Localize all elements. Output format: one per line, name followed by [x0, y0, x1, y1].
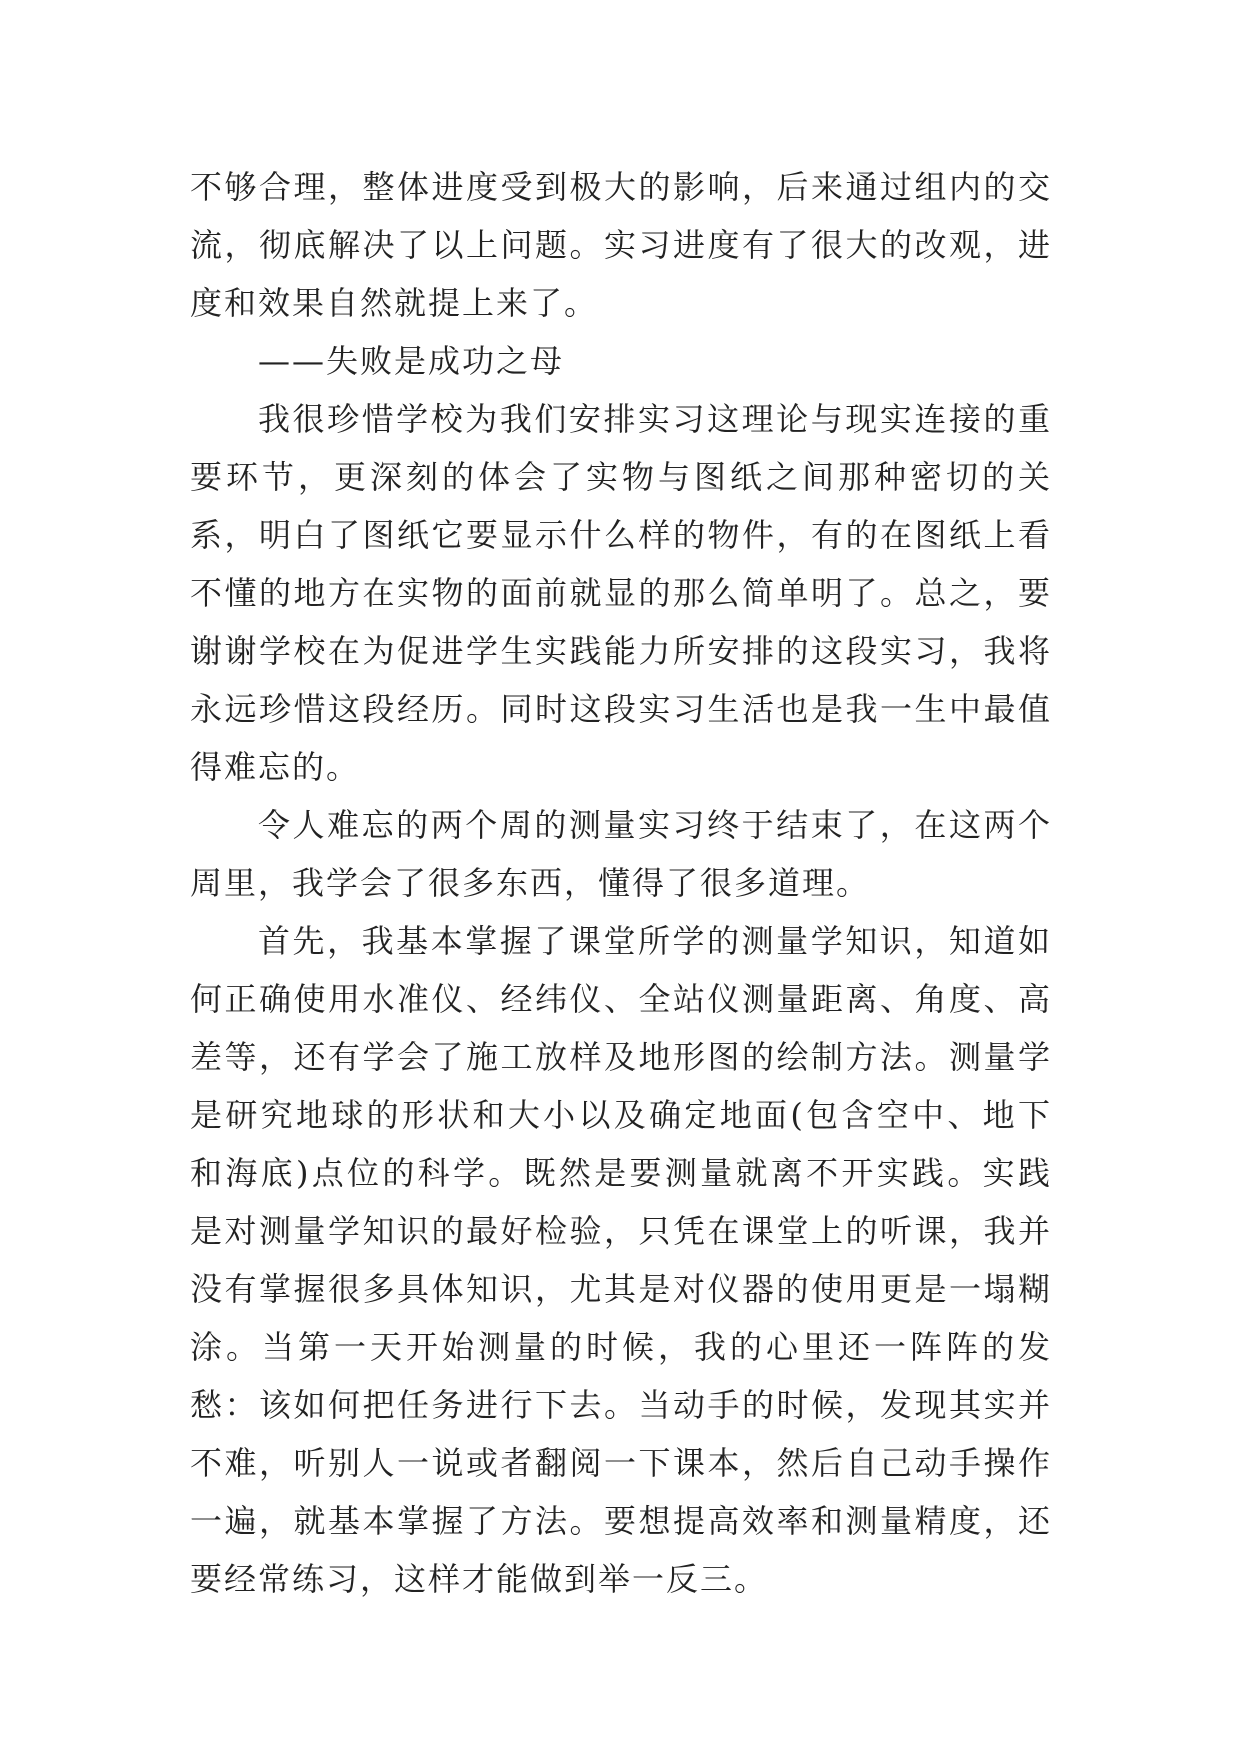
document-body — [190, 158, 1052, 1608]
section-subheading: ——失败是成功之母 — [258, 342, 565, 380]
paragraph: 令人难忘的两个周的测量实习终于结束了，在这两个周里，我学会了很多东西，懂得了很多道理。 — [190, 806, 1052, 902]
paragraph-continuation: 不够合理，整体进度受到极大的影响，后来通过组内的交流，彻底解决了以上问题。实习进度有了很大的改观，进度和效果自然就提上来了。 — [190, 168, 1052, 322]
paragraph: 我很珍惜学校为我们安排实习这理论与现实连接的重要环节，更深刻的体会了实物与图纸之间那种密切的关系，明白了图纸它要显示什么样的物件，有的在图纸上看不懂的地方在实物的面前就显的那么简单明了。总之，要谢谢学校在为促进学生实践能力所安排的这段实习，我将永远珍惜这段经历。同时这段实习生活也是我一生中最值得难忘的。 — [190, 400, 1052, 786]
paragraph: 首先，我基本掌握了课堂所学的测量学知识，知道如何正确使用水准仪、经纬仪、全站仪测量距离、角度、高差等，还有学会了施工放样及地形图的绘制方法。测量学是研究地球的形状和大小以及确定地面(包含空中、地下和海底)点位的科学。既然是要测量就离不开实践。实践是对测量学知识的最好检验，只凭在课堂上的听课，我并没有掌握很多具体知识，尤其是对仪器的使用更是一塌糊涂。当第一天开始测量的时候，我的心里还一阵阵的发愁：该如何把任务进行下去。当动手的时候，发现其实并不难，听别人一说或者翻阅一下课本，然后自己动手操作一遍，就基本掌握了方法。要想提高效率和测量精度，还要经常练习，这样才能做到举一反三。 — [190, 922, 1052, 1598]
